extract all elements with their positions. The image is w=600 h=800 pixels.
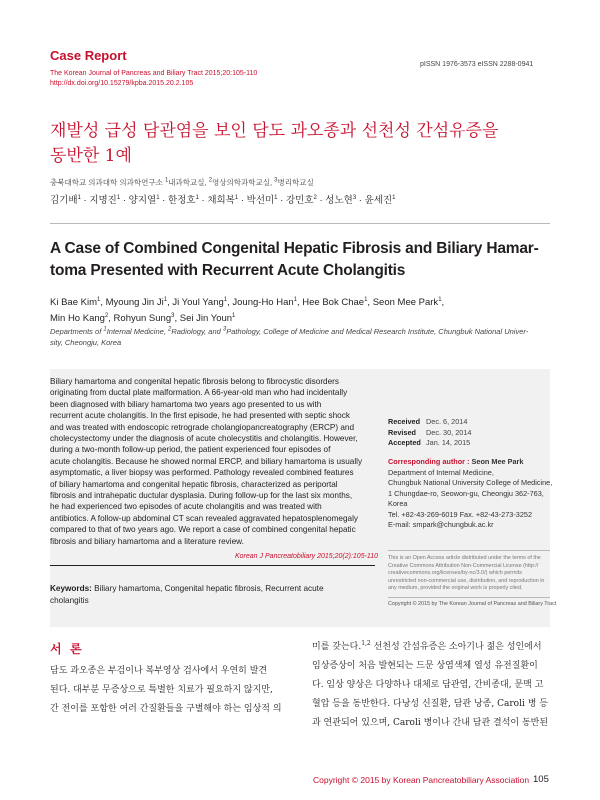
author-separator: , [227,297,233,308]
author-affil-mark: 1 [392,194,396,201]
author-name: Rohyun Sung [113,313,172,324]
author [365,195,396,206]
date-label: Accepted [388,438,421,447]
license-line: creativecommons.org/licenses/by-nc/3.0/) which permits [388,570,522,577]
date-row [388,417,471,428]
author-affil-mark: 1 [116,194,121,201]
author-affil-mark: 1 [97,296,101,303]
author [89,195,120,206]
abstract-line: during a two-month follow-up period, the patient experienced four episodes of [50,445,331,455]
issn: pISSN 1976-3573 eISSN 2288-0941 [420,61,534,68]
date-value: Jan. 14, 2015 [426,438,471,447]
author-name: Seon Mee Park [372,297,439,308]
date-label: Revised [388,427,416,437]
author [247,195,278,206]
author-affil-mark: 1 [195,194,199,201]
author-name: Sei Jin Youn [179,313,233,324]
author-name: Min Ho Kang [50,313,105,324]
abstract-text [50,376,375,547]
abstract-line: fibrosis and intrahepatic ductular dysplasia. During follow-up for the last six months, [50,491,353,501]
author-name: 김기배 [50,195,78,206]
author-name: 윤세진 [364,195,393,206]
keywords: Keywords: Biliary hamartoma, Congenital hepatic fibrosis, Recurrent acute cholangitis [50,584,324,605]
author [302,297,367,308]
author-name: Hee Bok Chae [302,297,365,308]
abstract-line: and was treated with endoscopic retrograde cholangiopancreatography (ERCP) and [50,422,355,432]
abstract-line: compared to that of two years ago. We report a case of combined congenital hepatic [50,525,356,535]
author-affil-mark: 3 [171,312,175,319]
date-label: Received [388,417,421,426]
abstract-line: recurrent acute cholangitis. In the first episode, he had presented with septic shock [50,411,350,421]
author-affil-mark: 1 [232,312,236,319]
author-separator: , [367,297,373,308]
english-authors [50,295,444,327]
korean-title: 재발성 급성 담관염을 보인 담도 과오종과 선천성 간섬유증을 동반한 1예 [50,121,499,166]
author-separator: , [100,297,106,308]
author-name: Myoung Jin Ji [105,297,164,308]
abstract-line: Biliary hamartoma and congenital hepatic fibrosis belong to fibrocystic disorders [50,377,339,386]
author-separator: , [297,297,303,308]
author-affil-mark: 1 [364,296,368,303]
author-name: Ji Youl Yang [172,297,224,308]
author [106,297,167,308]
abstract-line: of biliary hamartoma and congenital hepatic fibrosis, characterized as periportal [50,479,338,489]
abstract-line: originating from ductal plate malformation. A 66-year-old man who had incidentally [50,388,348,398]
author-name: Ki Bae Kim [50,297,97,308]
correspondence-line: Tel. +82-43-269-6019 Fax. +82-43-273-3252 [388,509,533,519]
author-separator: , [167,297,173,308]
author-affil-mark: 1 [223,296,228,303]
author [129,195,160,206]
author-separator: · [316,195,326,206]
abstract-line: antibiotics. A follow-up abdominal CT scan revealed aggravated hepatosplenomegaly [50,513,358,523]
correspondence: Corresponding author : Seon Mee Park Department of Internal Medicine, Chungbuk National University College of Medicine, 1 Chungdae-ro, Seowon-gu, Cheongju 362-763, Korea Tel. +82-43-269-6019 Fax. +82-43-273-3252 E-mail: smpark@chungbuk.ac.kr [388,457,553,529]
section-label: Case Report [50,48,127,63]
abstract-line: fibrosis and biliary hamartoma and a literature review. [50,536,244,546]
article-dates [388,417,471,449]
english-affiliation: Departments of $^1$Internal Medicine, $^2$Radiology, and $^3$Pathology, College of Medicine and Medical Research Institute, Chungbuk National Univer- sity, Cheongju, Korea [50,326,529,347]
author-name: 지명진 [89,195,117,206]
date-row [388,428,471,439]
license-line: any medium, provided the original work is properly cited. [388,585,523,592]
body-line: 담도 과오종은 부검이나 복부영상 검사에서 우연히 발견 [50,666,268,676]
author [207,195,238,206]
author-affil-mark: 1 [77,194,81,201]
author [50,313,108,324]
body-line: 과 연관되어 있으며, Caroli 병이나 간내 담관 결석이 동반된 [312,718,549,728]
author-affil-mark: 1 [234,194,239,201]
doi-link[interactable]: http://dx.doi.org/10.15279/kpba.2015.20.2.105 [50,80,194,87]
body-left-column [50,662,300,719]
author-name: 양지열 [128,195,157,206]
license-text [388,555,544,593]
author-separator: · [159,195,168,206]
copyright-divider [388,597,550,598]
author [286,195,317,206]
abstract-line: been diagnosed with biliary hamartoma two years ago presented to us with [50,399,322,409]
author-separator: · [356,195,365,206]
author-separator: · [120,195,129,206]
date-value: Dec. 30, 2014 [426,427,472,437]
author-name: Joung-Ho Han [232,297,294,308]
author-affil-mark: 1 [293,296,297,303]
license-line: Creative Commons Attribution Non-Commercial License (http:// [388,562,539,569]
correspondence-line: Chungbuk National University College of Medicine, [388,478,553,487]
author-separator: , [174,313,180,324]
author-name: 강민호 [285,195,314,206]
divider [50,223,550,224]
author [114,313,175,324]
author [168,195,199,206]
body-right-column: 미를 갖는다.$^{1,2}$ 선천성 간섬유증은 소아기나 젊은 성인에서 임상증상이 처음 발현되는 드문 상염색체 열성 유전질환이 다. 임상 양상은 다양하나 대체로 담관염, 간비종대, 문맥 고 혈압 등을 동반한다. 다낭성 신질환, 담관 낭종, Caroli 병 등 과 연관되어 있으며, Caroli 병이나 간내 담관 결석이 동반된 [312,638,562,733]
author-separator: · [80,195,90,206]
journal-line: The Korean Journal of Pancreas and Biliary Tract 2015;20:105-110 [50,70,258,77]
license-line: unrestricted non-commercial use, distribution, and reproduction in [388,577,545,584]
author-affil-mark: 1 [163,296,168,303]
section-heading: 서 론 [50,642,82,656]
author [172,297,227,308]
author-affil-mark: 1 [438,296,442,303]
date-value: Dec. 6, 2014 [426,417,468,426]
author [50,195,81,206]
abstract-divider [50,565,375,566]
author-affil-mark: 2 [313,194,317,201]
body-line: 임상증상이 처음 발현되는 드문 상염색체 열성 유전질환이 [312,661,538,671]
body-line: 된다. 대부분 무증상으로 특별한 치료가 필요하지 않지만, [50,685,273,695]
author-affil-mark: 1 [156,194,160,201]
author [232,297,297,308]
author-name: 채희복 [207,195,235,206]
correspondence-line: Department of Internal Medicine, [388,467,494,477]
correspondence-line: 1 Chungdae-ro, Seowon-gu, Cheongju 362-763, [388,488,544,498]
author-separator: · [198,195,208,206]
author [325,195,356,206]
body-line: 혈압 등을 동반한다. 다낭성 신질환, 담관 낭종, Caroli 병 등 [312,699,548,709]
author-affil-mark: 2 [104,312,109,319]
author-separator: , [108,313,114,324]
body-line: 다. 임상 양상은 다양하나 대체로 담관염, 간비종대, 문맥 고 [312,680,544,690]
author-separator: , [441,297,445,308]
author [373,297,442,308]
abstract-line: acute cholangitis. Because he showed normal ERCP, and biliary hamartoma is usually [50,456,363,466]
author-name: 성노현 [325,195,353,206]
citation: Korean J Pancreatobiliary 2015;20(2):105-110 [235,553,379,560]
correspondence-line: Korea [388,499,408,508]
author-affil-mark: 3 [352,194,357,201]
date-row [388,438,471,449]
correspondence-line: E-mail: smpark@chungbuk.ac.kr [388,520,494,529]
english-title: A Case of Combined Congenital Hepatic Fibrosis and Biliary Hamar- toma Presented with Recurrent Acute Cholangitis [50,240,539,279]
abstract-line: asymptomatic, a liver biopsy was performed. Pathology revealed combined features [50,468,354,478]
footer-copyright: Copyright © 2015 by Korean Pancreatobiliary Association [313,775,530,785]
korean-authors [50,192,396,206]
author [180,313,236,324]
page-number: 105 [533,774,549,785]
korean-affiliation: 충북대학교 의과대학 의과학연구소 $^1$내과학교실, $^2$영상의학과학교실, $^3$병리학교실 [50,177,314,187]
author-affil-mark: 1 [274,194,278,201]
journal-copyright: Copyright © 2015 by The Korean Journal of Pancreas and Biliary Tract [388,601,557,607]
license-line: This is an Open Access article distributed under the terms of the [388,555,541,561]
author-separator: · [277,195,286,206]
abstract-line: he had experienced two episodes of acute cholangitis and was treated with [50,502,322,512]
author-name: 박선미 [246,195,275,206]
body-line: 간 전이를 포함한 여러 간질환들을 구별해야 하는 임상적 의 [50,704,282,714]
author [50,297,100,308]
author-name: 한정호 [167,195,196,206]
author-separator: · [238,195,247,206]
abstract-line: cholecystectomy under the diagnosis of acute cholecystitis and cholangitis. However, [50,434,358,444]
license-divider [388,550,550,551]
